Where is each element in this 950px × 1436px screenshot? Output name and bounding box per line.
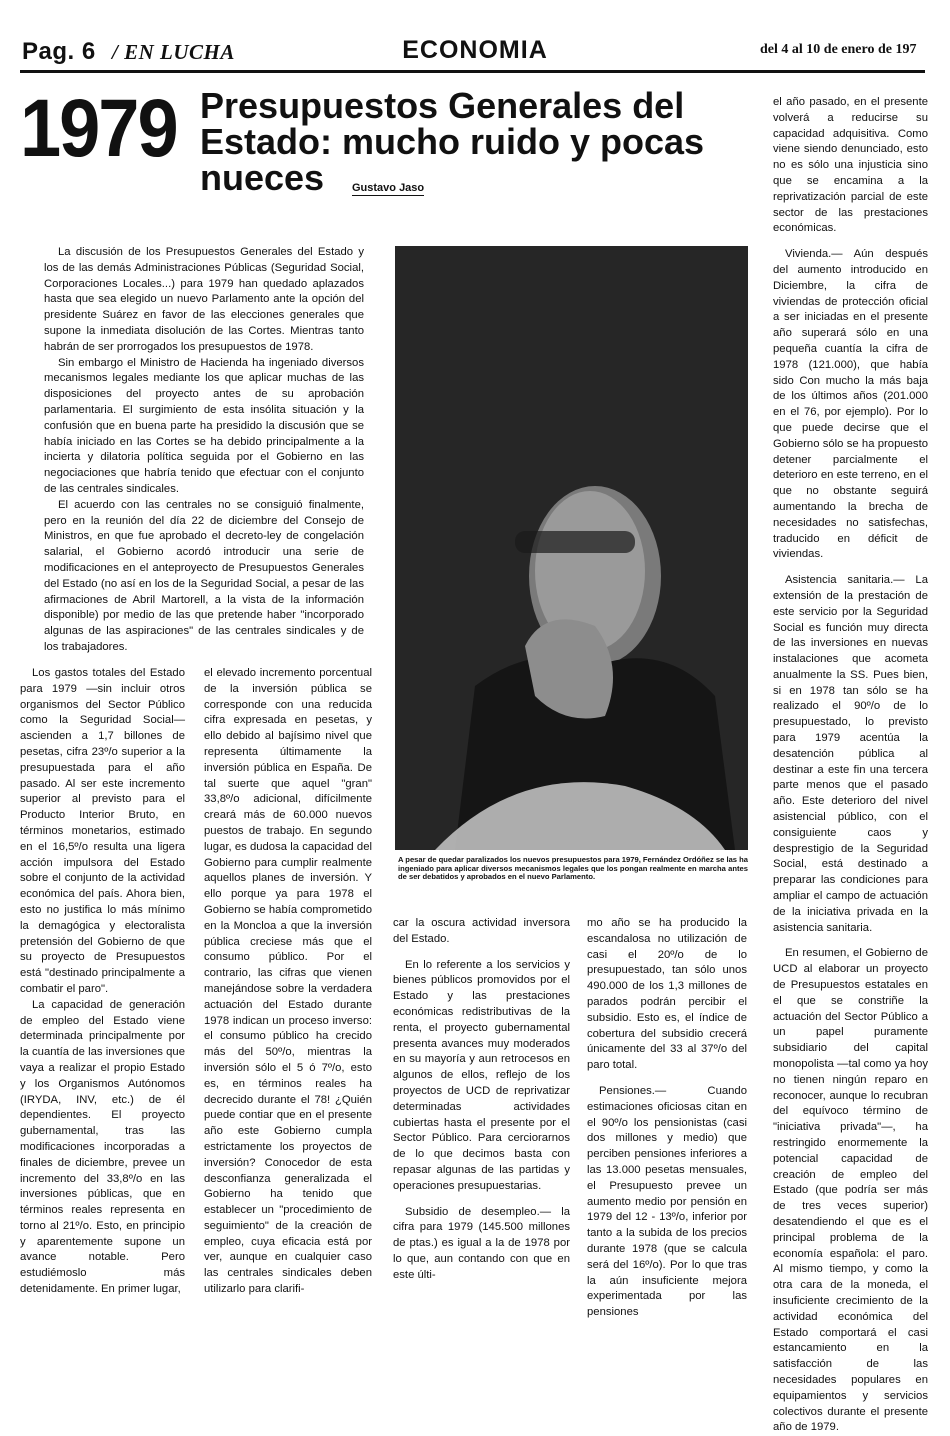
page-number: Pag. 6	[22, 38, 96, 65]
body-paragraph: Subsidio de desempleo.— la cifra para 1979 (145.500 millones de ptas.) es igual a la de 1978 por lo que, aun contando con que en este últi-	[393, 1205, 570, 1281]
body-column-3	[393, 916, 570, 1284]
body-column-2	[204, 666, 372, 1298]
article-author: Gustavo Jaso	[352, 182, 425, 194]
newspaper-name: / EN LUCHA	[112, 40, 235, 64]
intro-paragraph: El acuerdo con las centrales no se consiguió finalmente, pero en la reunión del día 22 de diciembre del Consejo de Ministros, en que fue aprobado el decreto-ley de congelación salarial, el Gobierno acordó introducir una serie de modificaciones en el anteproyecto de Presupuestos Generales del Estado (no así en los de la Seguridad Social, a pesar de las afirmaciones de Abril Martorell, a la vista de la información disponible) por medio de las que pretende haber "incorporado algunas de las aspiraciones" de las centrales sindicales y de los trabajadores.	[44, 498, 364, 653]
body-paragraph: el elevado incremento porcentual de la inversión pública se corresponde con una reducida cifra expresada en pesetas, y ello debido al bajísimo nivel que representa últimamente la inversión pública en España. De tal suerte que aquel "gran" 33,8º/o adicional, difícilmente creará más de 60.000 nuevos puestos de trabajo. En segundo lugar, es dudosa la capacidad del Gobierno para cumplir realmente aquellos planes de inversión. Y ello porque ya para 1978 el Gobierno se había comprometido en la Moncloa a que la inversión pública creciese más que el consumo público. Por el contrario, las cifras que vienen manejándose sobre la verdadera actuación del Estado durante 1978 indican un proceso inverso: el consumo público ha crecido más del 50º/o, mientras la inversión sólo el 5 ó 7º/o, esto es, en términos reales ha decrecido durante el 78! ¿Quién puede contiar que en el presente año este Gobierno cumpla estrictamente los proyectos de inversión? Conocedor de esta desconfianza generalizada el Gobierno ha tenido que establecer un "procedimiento de seguimiento" de la creación de empleo, cuya eficacia está por ver, aunque en cualquier caso las centrales sindicales deben utilizarlo para clarifi-	[204, 667, 372, 1296]
article-headline: Presupuestos Generales del Estado: mucho ruido y pocas nueces	[200, 85, 705, 198]
intro-paragraph: La discusión de los Presupuestos Generales del Estado y los de las demás Administraciones Públicas (Seguridad Social, Corporaciones Locales...) para 1979 han quedado aplazados hasta que sea elegido un nuevo Parlamento ante la opción del presidente Suárez en favor de las elecciones generales que supone la inmediata disolución de las Cortes. Mientras tanto habrán de ser prorrogados los presupuestos de 1978.	[44, 246, 364, 353]
body-column-5	[773, 95, 928, 1436]
body-paragraph: En resumen, el Gobierno de UCD al elaborar un proyecto de Presupuestos estatales en el que se constriñe la actuación del Sector Público a un papel puramente subsidiario del capital monopolista —tal como ya hoy no tienen ningún reparo en reconocer, aunque lo recubran del equívoco término de "iniciativa privada"—, ha restringido enormemente la potencial capacidad de creación de empleo del Estado (que podría ser más de tres veces superior) desatendiendo el que es el principal problema de la economía española: el paro. Al mismo tiempo, y como la otra cara de la moneda, el insuficiente crecimiento de la actividad económica del Estado comportará el casi estancamiento en la satisfacción de las necesidades populares en equipamientos y servicios colectivos durante el presente año de 1979.	[773, 947, 928, 1434]
body-paragraph: Vivienda.— Aún después del aumento introducido en Diciembre, la cifra de viviendas de protección oficial a ser iniciadas en el presente año superará sólo en una pequeña cuantía la cifra de 1978 (121.000), que había sido Con mucho la más baja de los últimos años (201.000 en el 76, por ejemplo). Por lo que puede decirse que el Gobierno sólo se ha propuesto detener parcialmente el deterioro en este terreno, en el que no obstante seguirá aumentando la brecha de necesidades no satisfechas, traducido en déficit de viviendas.	[773, 248, 928, 561]
body-paragraph: el año pasado, en el presente volverá a reducirse su capacidad adquisitiva. Como viene siendo denunciado, esto no es sólo una injusticia sino que se encamina a la reprivatización parcial de este sector de las prestaciones económicas.	[773, 96, 928, 235]
body-paragraph: mo año se ha producido la escandalosa no utilización de casi el 20º/o de lo presupuestado, tan sólo unos 490.000 de los 1,3 millones de parados podrán percibir el subsidio. Esto es, el índice de cobertura del subsidio crecerá únicamente del 33 al 37º/o del paro total.	[587, 917, 747, 1072]
article-photo	[395, 246, 748, 850]
body-paragraph: La capacidad de generación de empleo del Estado viene determinada principalmente por la cuantía de las inversiones que vaya a realizar el propio Estado y los Organismos Autónomos (IRYDA, INV, etc.) de él dependientes. El proyecto gubernamental, tras las modificaciones incorporadas a finales de diciembre, prevee un incremento del 33,8º/o en las inversiones públicas, que en términos reales representa en torno al 21º/o. Esto, en principio y aparentemente supone un avance notable. Pero estudiémoslo más detenidamente. En primer lugar,	[20, 998, 185, 1296]
article-year: 1979	[20, 82, 177, 174]
issue-date: del 4 al 10 de enero de 197	[760, 42, 917, 57]
intro-paragraph: Sin embargo el Ministro de Hacienda ha ingeniado diversos mecanismos legales mediante los que aplicar muchas de las disposiciones del proyecto antes de su aprobación parlamentaria. El surgimiento de esta insólita situación y la confusión que en buena parte ha presidido la discusión que se había iniciado en las Cortes se ha debido principalmente a la incierta y dilatoria política seguida por el Gobierno en las negociaciones que habría tenido que efectuar con el conjunto de las centrales sindicales.	[44, 356, 364, 495]
section-title: ECONOMIA	[402, 36, 548, 64]
body-paragraph: Los gastos totales del Estado para 1979 —sin incluir otros organismos del Sector Público como la Seguridad Social— ascienden a 1,7 billones de pesetas, cifra 23º/o superior a la presupuestada para el año pasado. Al ser este incremento superior al previsto para el Producto Interior Bruto, en términos monetarios, estimado en el 16,5º/o resulta una ligera acción impulsora del Estado sobre el conjunto de la actividad económica del país. Ahora bien, esto no justifica lo más mínimo la demagógica y electoralista pretensión del Gobierno de que su proyecto de Presupuestos está "destinado principalmente a combatir el paro".	[20, 667, 185, 995]
photo-figure	[395, 246, 748, 850]
body-paragraph: Pensiones.— Cuando estimaciones oficiosas citan en el 90º/o los pensionistas (casi dos millones y medio) que perciben pensiones inferiores a las 13.000 pesetas mensuales, el Presupuesto prevee un aumento medio por pensión en 1979 del 12 - 13º/o, inferior por tanto a la subida de los precios durante 1978 (que se calcula será del 16º/o). Por lo que tras la aún insuficiente mejora experimentada por las pensiones	[587, 1084, 747, 1319]
body-paragraph: Asistencia sanitaria.— La extensión de la prestación de este servicio por la Seguridad Social es función muy directa de las inversiones en nuevas instalaciones que acometa anualmente la SS. Pues bien, si en 1978 tan sólo se ha realizado el 90º/o de lo presupuestado, lo previsto para 1979 acentúa la desatención pública al destinar a este fin una tercera parte menos que el pasado año. Este deterioro del nivel asistencial público, con el consiguiente caos y desprestigio de la Seguridad Social, está destinado a preparar las condiciones para ampliar el campo de actuación de la iniciativa privada en la asistencia sanitaria.	[773, 574, 928, 934]
intro-paragraphs	[44, 245, 364, 656]
body-paragraph: car la oscura actividad inversora del Estado.	[393, 917, 570, 945]
body-paragraph: En lo referente a los servicios y bienes públicos promovidos por el Estado y las prestaciones económicas redistributivas de la renta, el proyecto gubernamental presenta avances muy moderados en su mayoría y aun retrocesos en algunos de ellos, reflejo de los proyectos de UCD de reprivatizar determinadas actividades cubiertas hasta el presente por el Sector Público. Para cerciorarnos de lo que decimos basta con repasar algunas de las partidas y operaciones presupuestarias.	[393, 958, 570, 1192]
body-column-4	[587, 916, 747, 1321]
header-rule	[20, 70, 925, 73]
photo-caption: A pesar de quedar paralizados los nuevos presupuestos para 1979, Fernández Ordóñez se las ha ingeniado para aplicar diversos mecanismos legales que los pongan realmente en marcha antes de ser debatidos y aprobados en el nuevo Parlamento.	[398, 855, 748, 882]
body-column-1	[20, 666, 185, 1298]
